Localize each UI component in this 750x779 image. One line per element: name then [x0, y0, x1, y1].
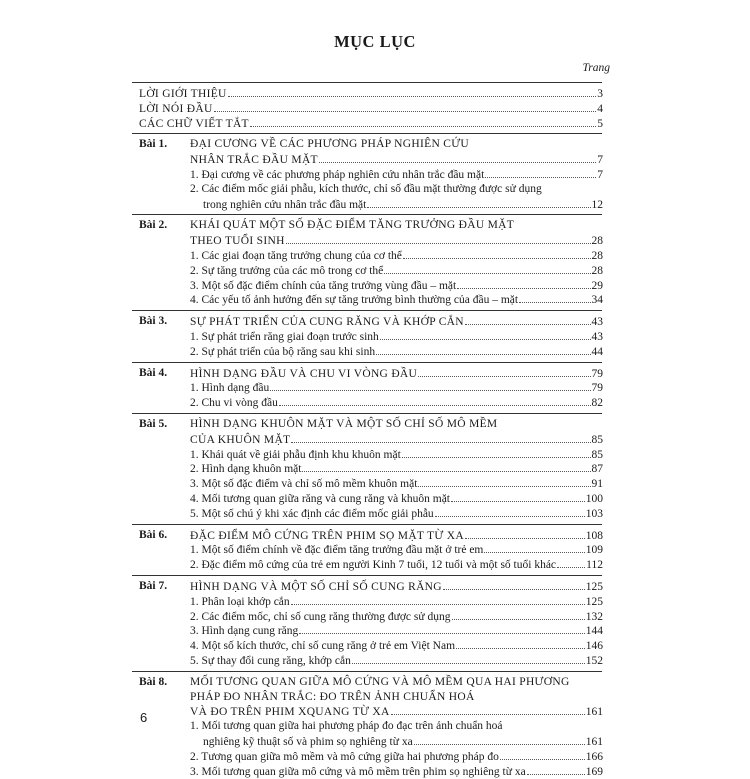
toc-entry: [190, 750, 603, 764]
dot-leader: [457, 279, 590, 289]
section-title: 3. Một số đặc điểm chính của tăng trưởng vùng đầu – mặt: [190, 279, 457, 292]
toc-entry: [190, 595, 603, 609]
toc-entry: [190, 367, 603, 381]
section-title: 1. Mối tương quan giữa hai phương pháp đo đạc trên ảnh chuẩn hoá: [190, 720, 503, 733]
section-divider: [132, 362, 602, 363]
section-page: 85: [591, 448, 603, 461]
section-title: 1. Một số điểm chính về đặc điểm tăng trưởng đầu mặt ở trẻ em: [190, 544, 484, 557]
section-page: 109: [585, 544, 603, 557]
lesson-title: THEO TUỔI SINH: [190, 235, 285, 248]
dot-leader: [519, 293, 590, 303]
toc-entry: [190, 543, 603, 557]
toc-entry: [190, 249, 603, 263]
lesson-label: Bài 2.: [139, 219, 168, 232]
dot-leader: [485, 168, 596, 178]
toc-entry: [190, 492, 603, 506]
toc-entry: [190, 264, 603, 278]
lesson-page: 28: [591, 235, 603, 248]
section-page: 28: [591, 250, 603, 262]
section-page: 82: [591, 397, 603, 410]
toc-entry: [190, 293, 603, 307]
section-divider: [132, 413, 602, 414]
dot-leader: [451, 492, 585, 502]
toc-entry: [190, 610, 603, 624]
section-page: 169: [585, 765, 603, 778]
page-number: 6: [140, 710, 148, 725]
dot-leader: [465, 315, 591, 325]
section-title: 1. Các giai đoạn tăng trưởng chung của cơ thể: [190, 250, 402, 262]
dot-leader: [214, 102, 597, 112]
section-page: 44: [591, 345, 603, 358]
toc-entry: [190, 168, 603, 182]
section-title: 1. Sự phát triển răng giai đoạn trước sinh: [190, 331, 379, 343]
lesson-title: CỦA KHUÔN MẶT: [190, 433, 291, 446]
dot-leader: [319, 153, 596, 163]
section-title: 2. Sự tăng trưởng của các mô trong cơ thể: [190, 264, 384, 277]
section-title: 3. Một số đặc điểm và chỉ số mô mềm khuôn mặt: [190, 478, 418, 491]
toc-entry: [190, 433, 603, 447]
toc-entry: [139, 87, 603, 101]
toc-entry: [190, 396, 603, 410]
section-page: 103: [585, 507, 603, 520]
section-divider: [132, 524, 602, 525]
section-page: 29: [591, 279, 603, 292]
toc-entry: [190, 529, 603, 543]
toc-entry: [203, 735, 603, 749]
section-page: 91: [591, 478, 603, 491]
dot-leader: [291, 595, 585, 605]
dot-leader: [484, 543, 584, 553]
toc-entry: [190, 279, 603, 293]
section-title: 3. Mối tương quan giữa mô cứng và mô mềm trên phim sọ nghiêng từ xa: [190, 765, 526, 778]
toc-entry: [190, 234, 603, 248]
section-title: 2. Các điểm mốc giải phẫu, kích thước, chỉ số đầu mặt thường được sử dụng: [190, 182, 542, 195]
dot-leader: [250, 117, 596, 127]
front-matter-title: LỜI NÓI ĐẦU: [139, 102, 213, 115]
section-page: 144: [585, 625, 603, 638]
section-title: 3. Hình dạng cung răng: [190, 625, 299, 638]
section-title: 2. Các điểm mốc, chỉ số cung răng thường được sử dụng: [190, 610, 451, 623]
section-title: 4. Các yếu tố ảnh hưởng đến sự tăng trưởng bình thường của đầu – mặt: [190, 294, 519, 307]
dot-leader: [403, 249, 591, 259]
dot-leader: [270, 381, 590, 391]
lesson-title: ĐẠI CƯƠNG VỀ CÁC PHƯƠNG PHÁP NGHIÊN CỨU: [190, 138, 470, 151]
section-page: 79: [591, 382, 603, 395]
toc-entry: [190, 462, 603, 476]
lesson-title: MỐI TƯƠNG QUAN GIỮA MÔ CỨNG VÀ MÔ MỀM QUA HAI PHƯƠNG: [190, 675, 570, 688]
section-page: 161: [585, 736, 603, 748]
dot-leader: [452, 610, 585, 620]
section-title: 1. Khái quát về giải phẫu định khu khuôn mặt: [190, 448, 401, 461]
section-title: 2. Chu vi vòng đầu: [190, 397, 278, 410]
toc-entry: [190, 477, 603, 491]
section-page: 125: [585, 595, 603, 608]
lesson-title: ĐẶC ĐIỂM MÔ CỨNG TRÊN PHIM SỌ MẶT TỪ XA: [190, 529, 464, 542]
dot-leader: [376, 345, 590, 355]
dot-leader: [500, 750, 585, 760]
dot-leader: [302, 462, 590, 472]
dot-leader: [279, 396, 591, 406]
section-title: 5. Sự thay đổi cung răng, khớp cắn: [190, 655, 351, 667]
dot-leader: [380, 330, 591, 340]
dot-leader: [418, 367, 590, 377]
toc-entry: [190, 315, 603, 329]
toc-entry: [190, 765, 603, 779]
toc-entry: [190, 330, 603, 344]
dot-leader: [418, 477, 590, 487]
page-column-label: Trang: [582, 62, 610, 74]
toc-entry: [190, 639, 603, 653]
lesson-page: 79: [591, 367, 603, 380]
dot-leader: [367, 198, 590, 208]
dot-leader: [557, 558, 585, 568]
lesson-title: HÌNH DẠNG KHUÔN MẶT VÀ MỘT SỐ CHỈ SỐ MÔ MỀM: [190, 418, 498, 430]
toc-entry: [190, 153, 603, 167]
section-title: 5. Một số chú ý khi xác định các điểm mốc giải phẫu: [190, 507, 434, 520]
front-matter-page: 4: [597, 102, 603, 115]
section-title: 1. Phân loại khớp cắn: [190, 595, 290, 608]
section-page: 28: [591, 264, 603, 277]
section-page: 146: [585, 640, 603, 653]
lesson-page: 108: [585, 529, 603, 542]
dot-leader: [391, 705, 585, 715]
section-page: 12: [591, 198, 603, 211]
section-page: 100: [585, 493, 603, 505]
section-divider: [132, 310, 602, 311]
front-matter-page: 5: [597, 117, 603, 130]
lesson-title: NHÂN TRẮC ĐẦU MẶT: [190, 154, 318, 167]
lesson-label: Bài 7.: [139, 580, 168, 592]
section-divider: [132, 214, 602, 215]
lesson-page: 43: [591, 316, 603, 329]
toc-entry: [190, 345, 603, 359]
section-page: 43: [591, 331, 603, 343]
section-title: 1. Hình dạng đầu: [190, 382, 270, 395]
lesson-title: SỰ PHÁT TRIỂN CỦA CUNG RĂNG VÀ KHỚP CẮN: [190, 316, 464, 329]
dot-leader: [352, 654, 585, 664]
dot-leader: [291, 433, 590, 443]
front-matter-title: CÁC CHỮ VIẾT TẮT: [139, 117, 249, 130]
dot-leader: [414, 735, 585, 745]
lesson-title: HÌNH DẠNG ĐẦU VÀ CHU VI VÒNG ĐẦU: [190, 367, 418, 380]
section-page: 87: [591, 463, 603, 476]
dot-leader: [286, 234, 591, 244]
section-title: trong nghiên cứu nhân trắc đầu mặt: [203, 198, 367, 211]
dot-leader: [435, 507, 585, 517]
page-title: MỤC LỤC: [334, 32, 416, 51]
toc-entry: [139, 102, 603, 116]
section-title: 4. Mối tương quan giữa răng và cung răng và khuôn mặt: [190, 493, 450, 505]
section-divider: [132, 575, 602, 576]
section-divider: [132, 671, 602, 672]
toc-entry: [190, 705, 603, 719]
section-page: 112: [586, 559, 603, 572]
lesson-page: 85: [591, 433, 603, 446]
toc-entry: [190, 558, 603, 572]
section-title: nghiêng kỹ thuật số và phim sọ nghiêng từ xa: [203, 736, 413, 748]
section-page: 166: [585, 750, 603, 763]
toc-entry: [190, 381, 603, 395]
dot-leader: [465, 529, 585, 539]
section-title: 2. Tương quan giữa mô mềm và mô cứng giữa hai phương pháp đo: [190, 750, 499, 763]
lesson-label: Bài 1.: [139, 138, 168, 151]
section-title: 1. Đại cương về các phương pháp nghiên cứu nhân trắc đầu mặt: [190, 169, 485, 181]
dot-leader: [402, 448, 591, 458]
lesson-title: KHÁI QUÁT MỘT SỐ ĐẶC ĐIỂM TĂNG TRƯỞNG ĐẦU MẶT: [190, 219, 515, 232]
front-matter-title: LỜI GIỚI THIỆU: [139, 88, 227, 100]
dot-leader: [228, 87, 597, 97]
lesson-title: HÌNH DẠNG VÀ MỘT SỐ CHỈ SỐ CUNG RĂNG: [190, 581, 442, 593]
lesson-title: VÀ ĐO TRÊN PHIM XQUANG TỪ XA: [190, 706, 390, 719]
dot-leader: [527, 765, 585, 775]
lesson-label: Bài 8.: [139, 675, 168, 688]
front-matter-page: 3: [597, 88, 603, 100]
section-divider: [132, 133, 602, 134]
dot-leader: [299, 624, 584, 634]
lesson-label: Bài 6.: [139, 528, 168, 541]
lesson-page: 125: [585, 581, 603, 593]
dot-leader: [384, 264, 590, 274]
lesson-page: 7: [597, 154, 603, 167]
section-page: 132: [585, 610, 603, 623]
lesson-label: Bài 4.: [139, 366, 168, 379]
section-title: 4. Một số kích thước, chỉ số cung răng ở trẻ em Việt Nam: [190, 640, 456, 653]
lesson-label: Bài 3.: [139, 315, 168, 328]
section-divider: [132, 82, 602, 83]
section-title: 2. Đặc điểm mô cứng của trẻ em người Kinh 7 tuổi, 12 tuổi và một số tuổi khác: [190, 559, 557, 572]
section-page: 34: [591, 294, 603, 307]
dot-leader: [456, 639, 585, 649]
toc-entry: [190, 580, 603, 594]
section-title: 2. Hình dạng khuôn mặt: [190, 463, 302, 476]
toc-entry: [190, 448, 603, 462]
toc-entry: [190, 624, 603, 638]
section-page: 152: [585, 655, 603, 667]
lesson-page: 161: [585, 706, 603, 719]
dot-leader: [443, 580, 585, 590]
toc-entry: [190, 507, 603, 521]
toc-entry: [190, 654, 603, 668]
toc-entry: [203, 198, 603, 212]
section-title: 2. Sự phát triển của bộ răng sau khi sinh: [190, 345, 376, 358]
lesson-label: Bài 5.: [139, 418, 168, 430]
lesson-title: PHÁP ĐO NHÂN TRẮC: ĐO TRÊN ẢNH CHUẨN HOÁ: [190, 690, 475, 703]
toc-entry: [139, 117, 603, 131]
section-page: 7: [597, 169, 603, 181]
